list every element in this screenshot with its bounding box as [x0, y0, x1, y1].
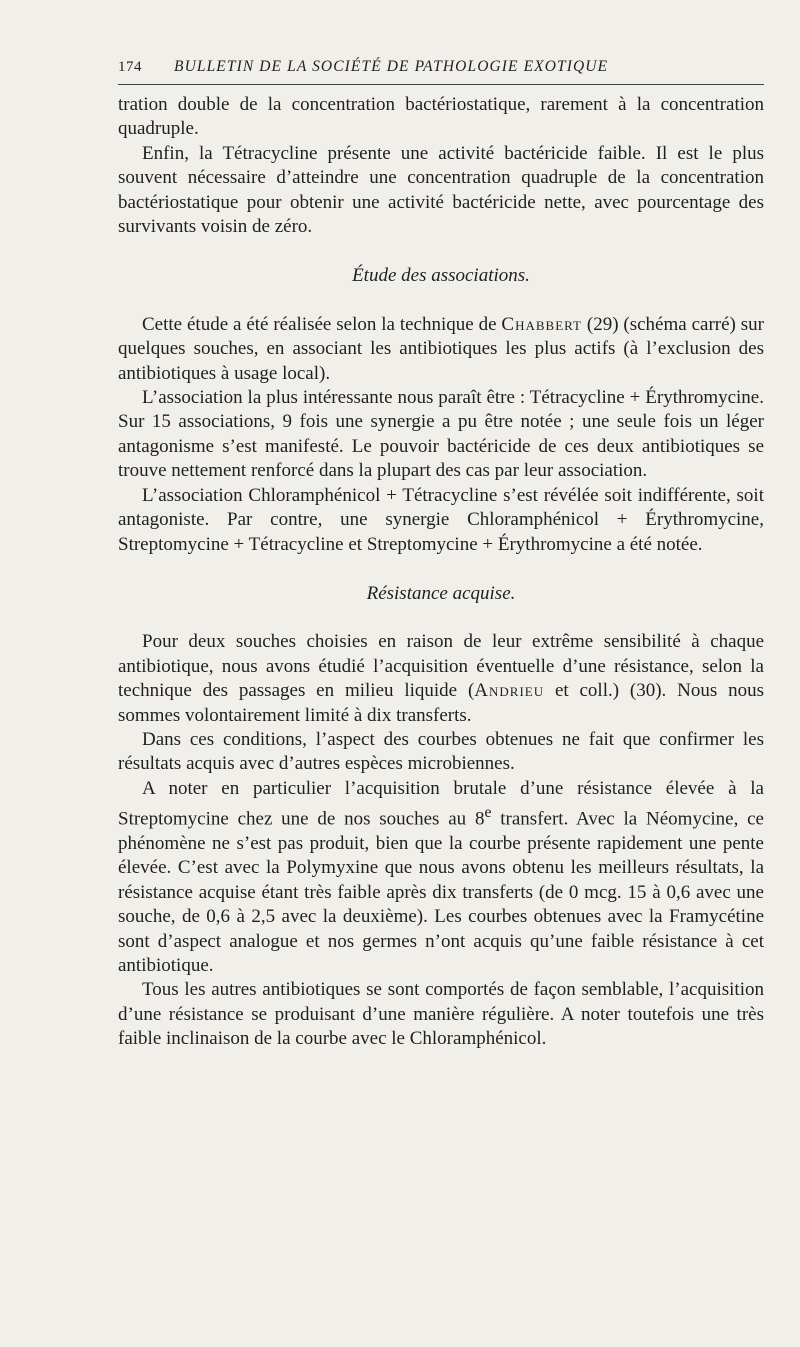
header-rule	[118, 84, 764, 85]
paragraph-chloramphenicol: L’association Chloramphénicol + Tétracycline s’est révélée soit indifférente, soit antagoniste. Par contre, une synergie Chloramphénicol + Érythromycine, Streptomycine + Tétracycline et Streptomycine + Érythromycine a été notée.	[118, 484, 764, 555]
paragraph-streptomycine	[118, 777, 764, 979]
author-name: Andrieu	[474, 680, 545, 702]
running-title: BULLETIN DE LA SOCIÉTÉ DE PATHOLOGIE EXOTIQUE	[174, 58, 609, 75]
section-heading-associations: Étude des associations.	[352, 265, 530, 287]
section-heading-resistance: Résistance acquise.	[366, 582, 516, 604]
text-run: Pour deux souches choisies en raison de leur extrême sensibilité à chaque antibiotique, nous avons étudié l’acquisition éventuelle d’une résistance, selon la technique des passages en milieu liquide (	[118, 631, 764, 702]
paragraph-conditions: Dans ces conditions, l’aspect des courbes obtenues ne fait que confirmer les résultats acquis avec d’autres espèces microbiennes.	[118, 728, 764, 775]
superscript: e	[484, 804, 492, 822]
page-number: 174	[118, 59, 142, 75]
author-name: Chabbert	[501, 313, 582, 335]
paragraph-other-antibiotics: Tous les autres antibiotiques se sont comportés de façon semblable, l’acquisition d’une résistance se produisant d’une manière régulière. A noter toutefois une très faible inclinaison de la courbe avec le Chloramphénicol.	[118, 979, 764, 1050]
text-run: Cette étude a été réalisée selon la technique de	[142, 313, 502, 335]
text-run: transfert. Avec la Néomycine, ce phénomène ne s’est pas produit, bien que la courbe présente rapidement une pente élevée. C’est avec la Polymyxine que nous avons obtenu les meilleurs résultats, la résistance acquise étant très faible après dix transferts (de 0 mcg. 15 à 0,6 avec une souche, de 0,6 à 2,5 avec la deuxième). Les courbes obtenues avec la Framycétine sont d’aspect analogue et nos germes n’ont acquis qu’une faible résistance à cet antibiotique.	[118, 808, 764, 976]
paragraph-resistance-method	[118, 630, 764, 728]
text-run: (29) (schéma carré) sur quelques souches, en associant les antibiotiques les plus actifs (à l’exclusion des antibiotiques à usage local).	[118, 313, 764, 384]
text-run: et coll.) (30). Nous nous sommes volontairement limité à dix transferts.	[118, 680, 764, 726]
paragraph-continuation: tration double de la concentration bactériostatique, rarement à la concentration quadruple.	[118, 94, 764, 140]
paragraph-associations-method	[118, 313, 764, 386]
paragraph-tetracycline-erythromycine: L’association la plus intéressante nous paraît être : Tétracycline + Érythromycine. Sur 15 associations, 9 fois une synergie a pu être notée ; une seule fois un léger antagonisme s’est manifesté. Le pouvoir bactéricide de ces deux antibiotiques se trouve nettement renforcé dans la plupart des cas par leur association.	[118, 387, 764, 482]
body-text	[118, 93, 764, 1052]
text-run: A noter en particulier l’acquisition brutale d’une résistance élevée à la Streptomycine chez une de nos souches au 8	[118, 777, 764, 830]
document-page	[118, 58, 764, 1052]
paragraph-tetracycline-bactericidal: Enfin, la Tétracycline présente une activité bactéricide faible. Il est le plus souvent nécessaire d’atteindre une concentration quadruple de la concentration bactériostatique pour obtenir une activité bactéricide nette, avec pourcentage des survivants voisin de zéro.	[118, 142, 764, 238]
running-header	[118, 58, 764, 84]
